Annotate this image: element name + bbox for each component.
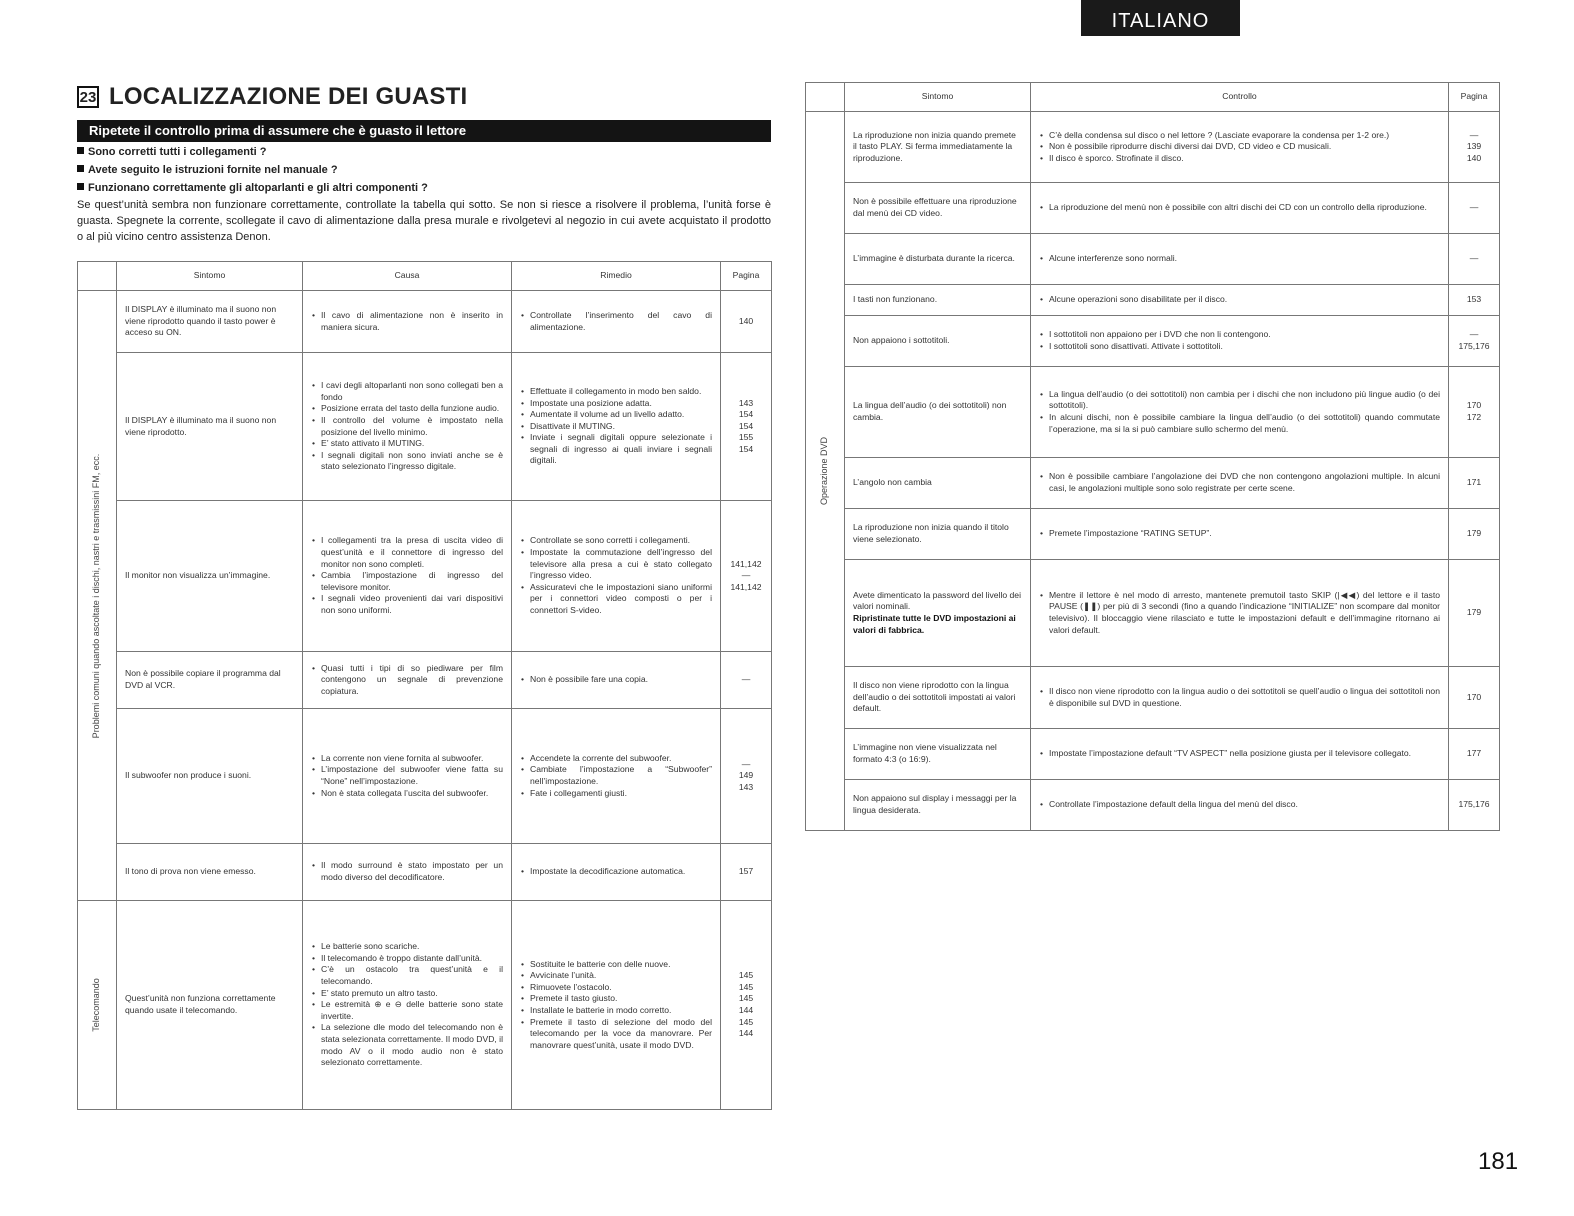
remedy-item: • Controllate l’inserimento del cavo di alimentazione. [530, 310, 712, 333]
cause-item: • Le estremità ⊕ e ⊖ delle batterie sono state invertite. [321, 999, 503, 1022]
check-item-cell [1031, 509, 1449, 560]
check-item-cell [1031, 112, 1449, 183]
page-ref: 144 [738, 1005, 754, 1015]
table-row [806, 183, 1500, 234]
cause-item: • I cavi degli altoparlanti non sono collegati ben a fondo [321, 380, 503, 403]
symptom-text: L’immagine non viene visualizzata nel formato 4:3 (o 16:9). [853, 742, 997, 764]
page-ref: 154 [738, 420, 754, 431]
page-ref: 179 [1466, 607, 1482, 618]
symptom-cell [845, 285, 1031, 316]
cause-item: • I segnali digitali non sono inviati anche se è stato selezionato l’ingresso digitale. [321, 450, 503, 473]
table-row [78, 291, 772, 353]
question-3 [77, 181, 771, 196]
page-ref: 141,142 [730, 581, 762, 592]
page-ref: 145 [738, 981, 754, 992]
check-item-cell [1031, 729, 1449, 780]
remedy-item: • Premete il tasto di selezione del modo del telecomando per la voce da manovrare. Per manovrare quest’unità, usate il modo DVD. [530, 1017, 712, 1052]
check-item: • La riproduzione del menù non è possibile con altri dischi dei CD con un controllo della riproduzione. [1049, 202, 1440, 214]
page-cell [1449, 780, 1500, 831]
remedy-item-cell [512, 353, 721, 501]
remedy-item-list [520, 674, 712, 686]
symptom-cell [845, 509, 1031, 560]
remedy-item: • Assicuratevi che le impostazioni siano uniformi per i connettori video composti o per i connettori S-video. [530, 582, 712, 617]
symptom-cell [845, 112, 1031, 183]
check-item-list [1039, 389, 1440, 435]
remedy-item: • Non è possibile fare una copia. [530, 674, 712, 686]
table-row [806, 367, 1500, 458]
cause-item-list [311, 941, 503, 1069]
page-ref: 177 [1466, 748, 1482, 759]
page-cell [1449, 285, 1500, 316]
section-title: LOCALIZZAZIONE DEI GUASTI [109, 83, 468, 110]
check-item-cell [1031, 183, 1449, 234]
symptom-cell: Il DISPLAY è illuminato ma il suono non viene riprodotto quando il tasto power è acceso su ON. [117, 291, 303, 353]
category-label: Problemi comuni quando ascoltate i dischi, nastri e trasmissini FM, ecc. [91, 453, 102, 738]
page-ref: 154 [738, 443, 754, 454]
cause-item-list [311, 753, 503, 799]
remedy-item: • Rimuovete l’ostacolo. [530, 982, 712, 994]
check-item: • Alcune operazioni sono disabilitate per il disco. [1049, 294, 1440, 306]
page-ref: 153 [1466, 294, 1482, 305]
page-ref: — [741, 758, 751, 769]
page-ref: 140 [738, 315, 754, 326]
page-cell [1449, 234, 1500, 285]
check-item: • I sottotitoli sono disattivati. Attivate i sottotitoli. [1049, 341, 1440, 353]
remedy-item: • Premete il tasto giusto. [530, 993, 712, 1005]
page-ref: — [1469, 329, 1479, 340]
remedy-item: • Inviate i segnali digitali oppure selezionate i segnali di ingresso ai quali inviare i segnali digitali. [530, 432, 712, 467]
remedy-item-list [520, 866, 712, 878]
header-symptom: Sintomo [845, 83, 1031, 112]
page-ref: 143 [738, 397, 754, 408]
cause-item-list [311, 535, 503, 616]
warning-band: Ripetete il controllo prima di assumere che è guasto il lettore [77, 120, 771, 142]
question-text: Sono corretti tutti i collegamenti ? [88, 146, 267, 158]
table-row [78, 901, 772, 1110]
language-tab: ITALIANO [1081, 0, 1240, 36]
table-row [806, 509, 1500, 560]
remedy-item: • Cambiate l’impostazione a “Subwoofer” nell’impostazione. [530, 764, 712, 787]
page-ref: 141,142 [730, 558, 762, 569]
page-cell [721, 901, 772, 1110]
table-row [78, 353, 772, 501]
symptom-text: L’angolo non cambia [853, 477, 932, 488]
page-ref: 143 [738, 781, 754, 792]
header-category [78, 262, 117, 291]
check-item: • Mentre il lettore è nel modo di arresto, mantenete premutoil tasto SKIP (|◀◀) del lettore e il tasto PAUSE (❚❚) per più di 3 secondi (fino a quando l’indicazione “INITIALIZE” non scompare dal monitor televisivo). Il bloccaggio viene rilasciato e tutte le impostazioni default e dell’immagine ritornano ai valori default. [1049, 590, 1440, 636]
remedy-item: • Aumentate il volume ad un livello adatto. [530, 409, 712, 421]
cause-item: • Il telecomando è troppo distante dall’unità. [321, 953, 503, 965]
check-item: • Il disco non viene riprodotto con la lingua audio o dei sottotitoli se quell’audio o lingua dei sottotitoli non è disponibile sul DVD in questione. [1049, 686, 1440, 709]
square-bullet-icon [77, 147, 84, 154]
table-row [78, 709, 772, 844]
check-item: • Il disco è sporco. Strofinate il disco. [1049, 153, 1440, 165]
symptom-text: La riproduzione non inizia quando premete il tasto PLAY. Si ferma immediatamente la riproduzione. [853, 129, 1016, 163]
symptom-cell: Il subwoofer non produce i suoni. [117, 709, 303, 844]
check-item-list [1039, 590, 1440, 636]
cause-item: • La selezione dle modo del telecomando non è stata selezionata correttamente. Il modo DVD, il modo AV o il modo audio non è stato selezionato correttamente. [321, 1022, 503, 1068]
check-item: • La lingua dell’audio (o dei sottotitoli) non cambia per i dischi che non includono più lingue audio (o dei sottotitoli). [1049, 389, 1440, 412]
symptom-cell [845, 316, 1031, 367]
symptom-cell [845, 234, 1031, 285]
check-item-cell [1031, 367, 1449, 458]
remedy-item-cell [512, 901, 721, 1110]
symptom-text: I tasti non funzionano. [853, 294, 938, 305]
cause-item: • E’ stato attivato il MUTING. [321, 438, 503, 450]
check-item-list [1039, 799, 1440, 811]
header-category [806, 83, 845, 112]
symptom-bold-text: Ripristinate tutte le DVD impostazioni ai valori di fabbrica. [853, 613, 1016, 635]
remedy-item-list [520, 753, 712, 799]
remedy-item-list [520, 310, 712, 333]
check-item: • I sottotitoli non appaiono per i DVD che non li contengono. [1049, 329, 1440, 341]
square-bullet-icon [77, 165, 84, 172]
header-symptom: Sintomo [117, 262, 303, 291]
check-item-cell [1031, 667, 1449, 729]
header-cause: Causa [303, 262, 512, 291]
table-row [806, 112, 1500, 183]
section-number: 23 [77, 86, 99, 108]
category-cell [78, 291, 117, 901]
remedy-item: • Sostituite le batterie con delle nuove. [530, 959, 712, 971]
cause-item-cell [303, 291, 512, 353]
cause-item-cell [303, 901, 512, 1110]
table-header-row [78, 262, 772, 291]
page-cell [721, 652, 772, 709]
remedy-item-cell [512, 501, 721, 652]
check-item-list [1039, 253, 1440, 265]
remedy-item: • Effettuate il collegamento in modo ben saldo. [530, 386, 712, 398]
symptom-cell: Il tono di prova non viene emesso. [117, 844, 303, 901]
page-number: 181 [1478, 1148, 1519, 1175]
cause-item-list [311, 380, 503, 473]
remedy-item: • Controllate se sono corretti i collegamenti. [530, 535, 712, 547]
table-row [806, 729, 1500, 780]
page-cell [1449, 509, 1500, 560]
symptom-cell: Il monitor non visualizza un’immagine. [117, 501, 303, 652]
cause-item: • L’impostazione del subwoofer viene fatta su “None” nell’impostazione. [321, 764, 503, 787]
cause-item-list [311, 310, 503, 333]
table-row [78, 844, 772, 901]
remedy-item: • Disattivate il MUTING. [530, 421, 712, 433]
page-ref: 175,176 [1458, 341, 1490, 351]
table-row [806, 780, 1500, 831]
remedy-item: • Impostate una posizione adatta. [530, 398, 712, 410]
cause-item: • Il modo surround è stato impostato per un modo diverso del decodificatore. [321, 860, 503, 883]
left-column [77, 80, 771, 245]
page-cell [1449, 560, 1500, 667]
symptom-cell [845, 458, 1031, 509]
check-item-cell [1031, 234, 1449, 285]
cause-item-cell [303, 353, 512, 501]
page-cell [721, 353, 772, 501]
table-row [806, 560, 1500, 667]
cause-item: • I segnali video provenienti dai vari dispositivi non sono uniformi. [321, 593, 503, 616]
cause-item: • C’è un ostacolo tra quest’unità e il telecomando. [321, 964, 503, 987]
page-ref: 145 [738, 970, 754, 981]
intro-paragraph: Se quest’unità sembra non funzionare correttamente, controllate la tabella qui sotto. Se non si riesce a risolvere il problema, l’unità forse è guasta. Spegnete la corrente, scollegate il cavo di alimentazione dalla presa murale e rivolgetevi al negozio in cui avete acquistato il prodotto o al più vicino centro assistenza Denon. [77, 199, 771, 243]
symptom-cell [845, 367, 1031, 458]
symptom-cell: Quest’unità non funziona correttamente quando usate il telecomando. [117, 901, 303, 1110]
check-item: • In alcuni dischi, non è possibile cambiare la lingua dell’audio (o dei sottotitoli) quando commutate l’operazione, ma si la si può cambiare sullo schermo del menù. [1049, 412, 1440, 435]
header-page: Pagina [721, 262, 772, 291]
page-ref: 140 [1466, 152, 1482, 163]
remedy-item: • Fate i collegamenti giusti. [530, 788, 712, 800]
check-item-list [1039, 294, 1440, 306]
check-item-cell [1031, 458, 1449, 509]
page-ref: 154 [738, 409, 754, 420]
check-item: • C’è della condensa sul disco o nel lettore ? (Lasciate evaporare la condensa per 1-2 ore.) [1049, 130, 1440, 142]
square-bullet-icon [77, 183, 84, 190]
symptom-cell [845, 560, 1031, 667]
check-item-cell [1031, 560, 1449, 667]
page-ref: 157 [738, 866, 754, 877]
cause-item: • Posizione errata del tasto della funzione audio. [321, 403, 503, 415]
symptom-text: La lingua dell’audio (o dei sottotitoli) non cambia. [853, 400, 1007, 422]
page-cell [1449, 316, 1500, 367]
symptom-cell [845, 667, 1031, 729]
category-label: Operazione DVD [819, 436, 830, 506]
table-row [806, 667, 1500, 729]
check-item: • Alcune interferenze sono normali. [1049, 253, 1440, 265]
page-ref: — [741, 570, 751, 581]
symptom-text: Non è possibile effettuare una riproduzione dal menù dei CD video. [853, 196, 1017, 218]
question-2 [77, 163, 771, 178]
check-item: • Non è possibile riprodurre dischi diversi dai DVD, CD video e CD musicali. [1049, 141, 1440, 153]
cause-item: • I collegamenti tra la presa di uscita video di quest’unità e il connettore di ingresso del monitor non sono completi. [321, 535, 503, 570]
question-1 [77, 145, 771, 160]
category-cell [78, 901, 117, 1110]
page-ref: 149 [738, 770, 754, 781]
cause-item: • E’ stato premuto un altro tasto. [321, 988, 503, 1000]
symptom-cell: Il DISPLAY è illuminato ma il suono non viene riprodotto. [117, 353, 303, 501]
remedy-item-list [520, 959, 712, 1052]
page-ref: 179 [1466, 528, 1482, 539]
check-item-cell [1031, 780, 1449, 831]
check-item-list [1039, 130, 1440, 165]
cause-item-cell [303, 709, 512, 844]
remedy-item-list [520, 386, 712, 467]
cause-item-list [311, 860, 503, 883]
page-cell [1449, 112, 1500, 183]
check-item-list [1039, 471, 1440, 494]
remedy-item: • Accendete la corrente del subwoofer. [530, 753, 712, 765]
page-ref: 170 [1466, 691, 1482, 702]
check-item: • Controllate l’impostazione default della lingua del menù del disco. [1049, 799, 1440, 811]
header-check: Controllo [1031, 83, 1449, 112]
page-ref: 172 [1466, 412, 1482, 422]
page-ref: 155 [738, 432, 754, 443]
check-item: • Impostate l’impostazione default “TV ASPECT” nella posizione giusta per il televisore collegato. [1049, 748, 1440, 760]
table-row [78, 652, 772, 709]
symptom-cell: Non è possibile copiare il programma dal DVD al VCR. [117, 652, 303, 709]
question-text: Funzionano correttamente gli altoparlanti e gli altri componenti ? [88, 182, 428, 194]
table-header-row [806, 83, 1500, 112]
page-cell [721, 709, 772, 844]
header-page: Pagina [1449, 83, 1500, 112]
check-item-list [1039, 748, 1440, 760]
remedy-item: • Avvicinate l’unità. [530, 970, 712, 982]
page-ref: 175,176 [1458, 799, 1490, 810]
page-ref: — [1469, 253, 1479, 264]
symptom-text: La riproduzione non inizia quando il titolo viene selezionato. [853, 522, 1009, 544]
category-cell [806, 112, 845, 831]
remedy-item-cell [512, 709, 721, 844]
header-remedy: Rimedio [512, 262, 721, 291]
symptom-cell [845, 729, 1031, 780]
symptom-text: Non appaiono sul display i messaggi per la lingua desiderata. [853, 793, 1017, 815]
page-cell [1449, 183, 1500, 234]
cause-item: • Il cavo di alimentazione non è inserito in maniera sicura. [321, 310, 503, 333]
cause-item-cell [303, 501, 512, 652]
symptom-cell [845, 183, 1031, 234]
symptom-text: L’immagine è disturbata durante la ricerca. [853, 253, 1015, 264]
page-cell [1449, 667, 1500, 729]
check-item-list [1039, 329, 1440, 352]
page-cell [1449, 458, 1500, 509]
remedy-item: • Installate le batterie in modo corretto. [530, 1005, 712, 1017]
page-cell [721, 291, 772, 353]
remedy-item: • Impostate la decodificazione automatica. [530, 866, 712, 878]
check-item: • Non è possibile cambiare l’angolazione dei DVD che non contengono angolazioni multiple. In alcuni casi, le angolazioni multiple sono solo registrate per certe scene. [1049, 471, 1440, 494]
page-ref: — [741, 674, 751, 685]
check-item-list [1039, 202, 1440, 214]
cause-item: • Cambia l’impostazione di ingresso del televisore monitor. [321, 570, 503, 593]
cause-item-cell [303, 652, 512, 709]
page-cell [1449, 729, 1500, 780]
remedy-item: • Impostate la commutazione dell’ingresso del televisore alla presa a cui è stato collegato l’ingresso video. [530, 547, 712, 582]
question-text: Avete seguito le istruzioni fornite nel manuale ? [88, 164, 338, 176]
cause-item: • Le batterie sono scariche. [321, 941, 503, 953]
cause-item: • La corrente non viene fornita al subwoofer. [321, 753, 503, 765]
symptom-text: Avete dimenticato la password del livello dei valori nominali. [853, 589, 1021, 612]
remedy-item-cell [512, 652, 721, 709]
symptom-text: Non appaiono i sottotitoli. [853, 335, 950, 346]
check-item-cell [1031, 285, 1449, 316]
table-row [806, 458, 1500, 509]
cause-item-cell [303, 844, 512, 901]
remedy-item-list [520, 535, 712, 616]
check-item-cell [1031, 316, 1449, 367]
symptom-cell [845, 780, 1031, 831]
page-ref: 145 [738, 993, 754, 1004]
page-ref: 145 [738, 1016, 754, 1027]
page-ref: — [1469, 129, 1479, 140]
check-item-list [1039, 686, 1440, 709]
check-item: • Premete l’impostazione “RATING SETUP”. [1049, 528, 1440, 540]
page-cell [1449, 367, 1500, 458]
page-cell [721, 844, 772, 901]
troubleshooting-table-general [77, 261, 772, 1110]
page-ref: 139 [1466, 141, 1482, 152]
page-ref: 171 [1466, 477, 1482, 488]
remedy-item-cell [512, 291, 721, 353]
table-row [78, 501, 772, 652]
cause-item: • Il controllo del volume è impostato nella posizione del livello minimo. [321, 415, 503, 438]
cause-item-list [311, 663, 503, 698]
check-item-list [1039, 528, 1440, 540]
page-cell [721, 501, 772, 652]
cause-item: • Quasi tutti i tipi di so piediware per film contengono un segnale di prevenzione copiatura. [321, 663, 503, 698]
table-row [806, 234, 1500, 285]
remedy-item-cell [512, 844, 721, 901]
category-label: Telecomando [91, 978, 102, 1032]
table-row [806, 285, 1500, 316]
troubleshooting-table-dvd [805, 82, 1500, 831]
page-ref: — [1469, 202, 1479, 213]
table-row [806, 316, 1500, 367]
cause-item: • Non è stata collegata l’uscita del subwoofer. [321, 788, 503, 800]
page-ref: 144 [738, 1028, 754, 1039]
page-ref: 170 [1466, 400, 1482, 411]
section-heading [77, 80, 771, 114]
symptom-text: Il disco non viene riprodotto con la lingua dell’audio o dei sottotitoli impostati ai valori default. [853, 680, 1016, 714]
